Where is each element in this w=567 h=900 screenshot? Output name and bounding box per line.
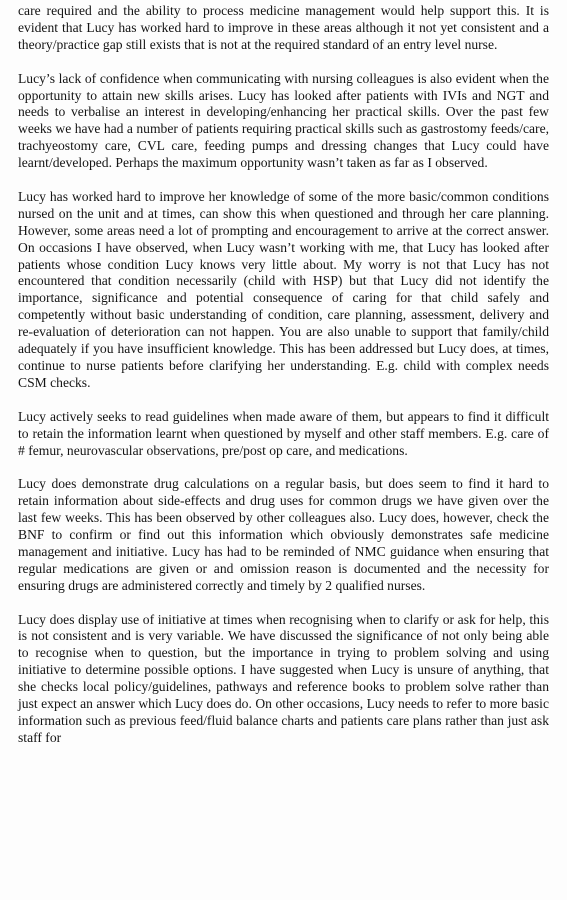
paragraph-guidelines: Lucy actively seeks to read guidelines when made aware of them, but appears to find it difficult to retain the information learnt when questioned by myself and other staff members. E.g. care of # femur, neurovascular observations, pre/post op care, and medications.	[18, 408, 549, 458]
paragraph-knowledge-conditions: Lucy has worked hard to improve her knowledge of some of the more basic/common conditions nursed on the unit and at times, can show this when questioned and through her care planning. However, some areas need a lot of prompting and encouragement to arrive at the correct answer. On occasions I have observed, when Lucy wasn’t working with me, that Lucy has looked after patients whose condition Lucy knows very little about. My worry is not that Lucy has not encountered that condition necessarily (child with HSP) but that Lucy did not identify the importance, significance and potential consequence of caring for that child safely and competently without basic understanding of condition, care planning, assessment, delivery and re-evaluation of deterioration can not happen. You are also unable to support that family/child adequately if you have insufficient knowledge. This has been addressed but Lucy does, at times, continue to nurse patients before clarifying her understanding. E.g. child with complex needs CSM checks.	[18, 188, 549, 390]
paragraph-drug-calculations: Lucy does demonstrate drug calculations on a regular basis, but does seem to find it hard to retain information about side-effects and drug uses for common drugs we have given over the last few weeks. This has been observed by other colleagues also. Lucy does, however, check the BNF to confirm or find out this information which obviously demonstrates safe medicine management and initiative. Lucy has had to be reminded of NMC guidance when ensuring that regular medications are given or and omission reason is documented and the necessity for ensuring drugs are administered correctly and timely by 2 qualified nurses.	[18, 476, 549, 593]
paragraph-confidence-skills: Lucy’s lack of confidence when communicating with nursing colleagues is also evident when the opportunity to attain new skills arises. Lucy has looked after patients with IVIs and NGT and needs to verbalise an interest in developing/enhancing her practical skills. Over the past few weeks we have had a number of patients requiring practical skills such as gastrostomy feeds/care, trachyeostomy care, CVL care, feeding pumps and dressing changes that Lucy could have learnt/developed. Perhaps the maximum opportunity wasn’t taken as far as I observed.	[18, 70, 549, 171]
document-body	[18, 3, 549, 747]
paragraph-medicine-management: care required and the ability to process medicine management would help support this. It is evident that Lucy has worked hard to improve in these areas although it not yet consistent and a theory/practice gap still exists that is not at the required standard of an entry level nurse.	[18, 3, 549, 52]
paragraph-initiative: Lucy does display use of initiative at times when recognising when to clarify or ask for help, this is not consistent and is very variable. We have discussed the significance of not only being able to recognise when to question, but the importance in trying to problem solving and using initiative to determine possible options. I have suggested when Lucy is unsure of anything, that she checks local policy/guidelines, pathways and reference books to problem solve rather than just expect an answer which Lucy does do. On other occasions, Lucy needs to refer to more basic information such as previous feed/fluid balance charts and patients care plans rather than just ask staff for	[18, 611, 549, 745]
